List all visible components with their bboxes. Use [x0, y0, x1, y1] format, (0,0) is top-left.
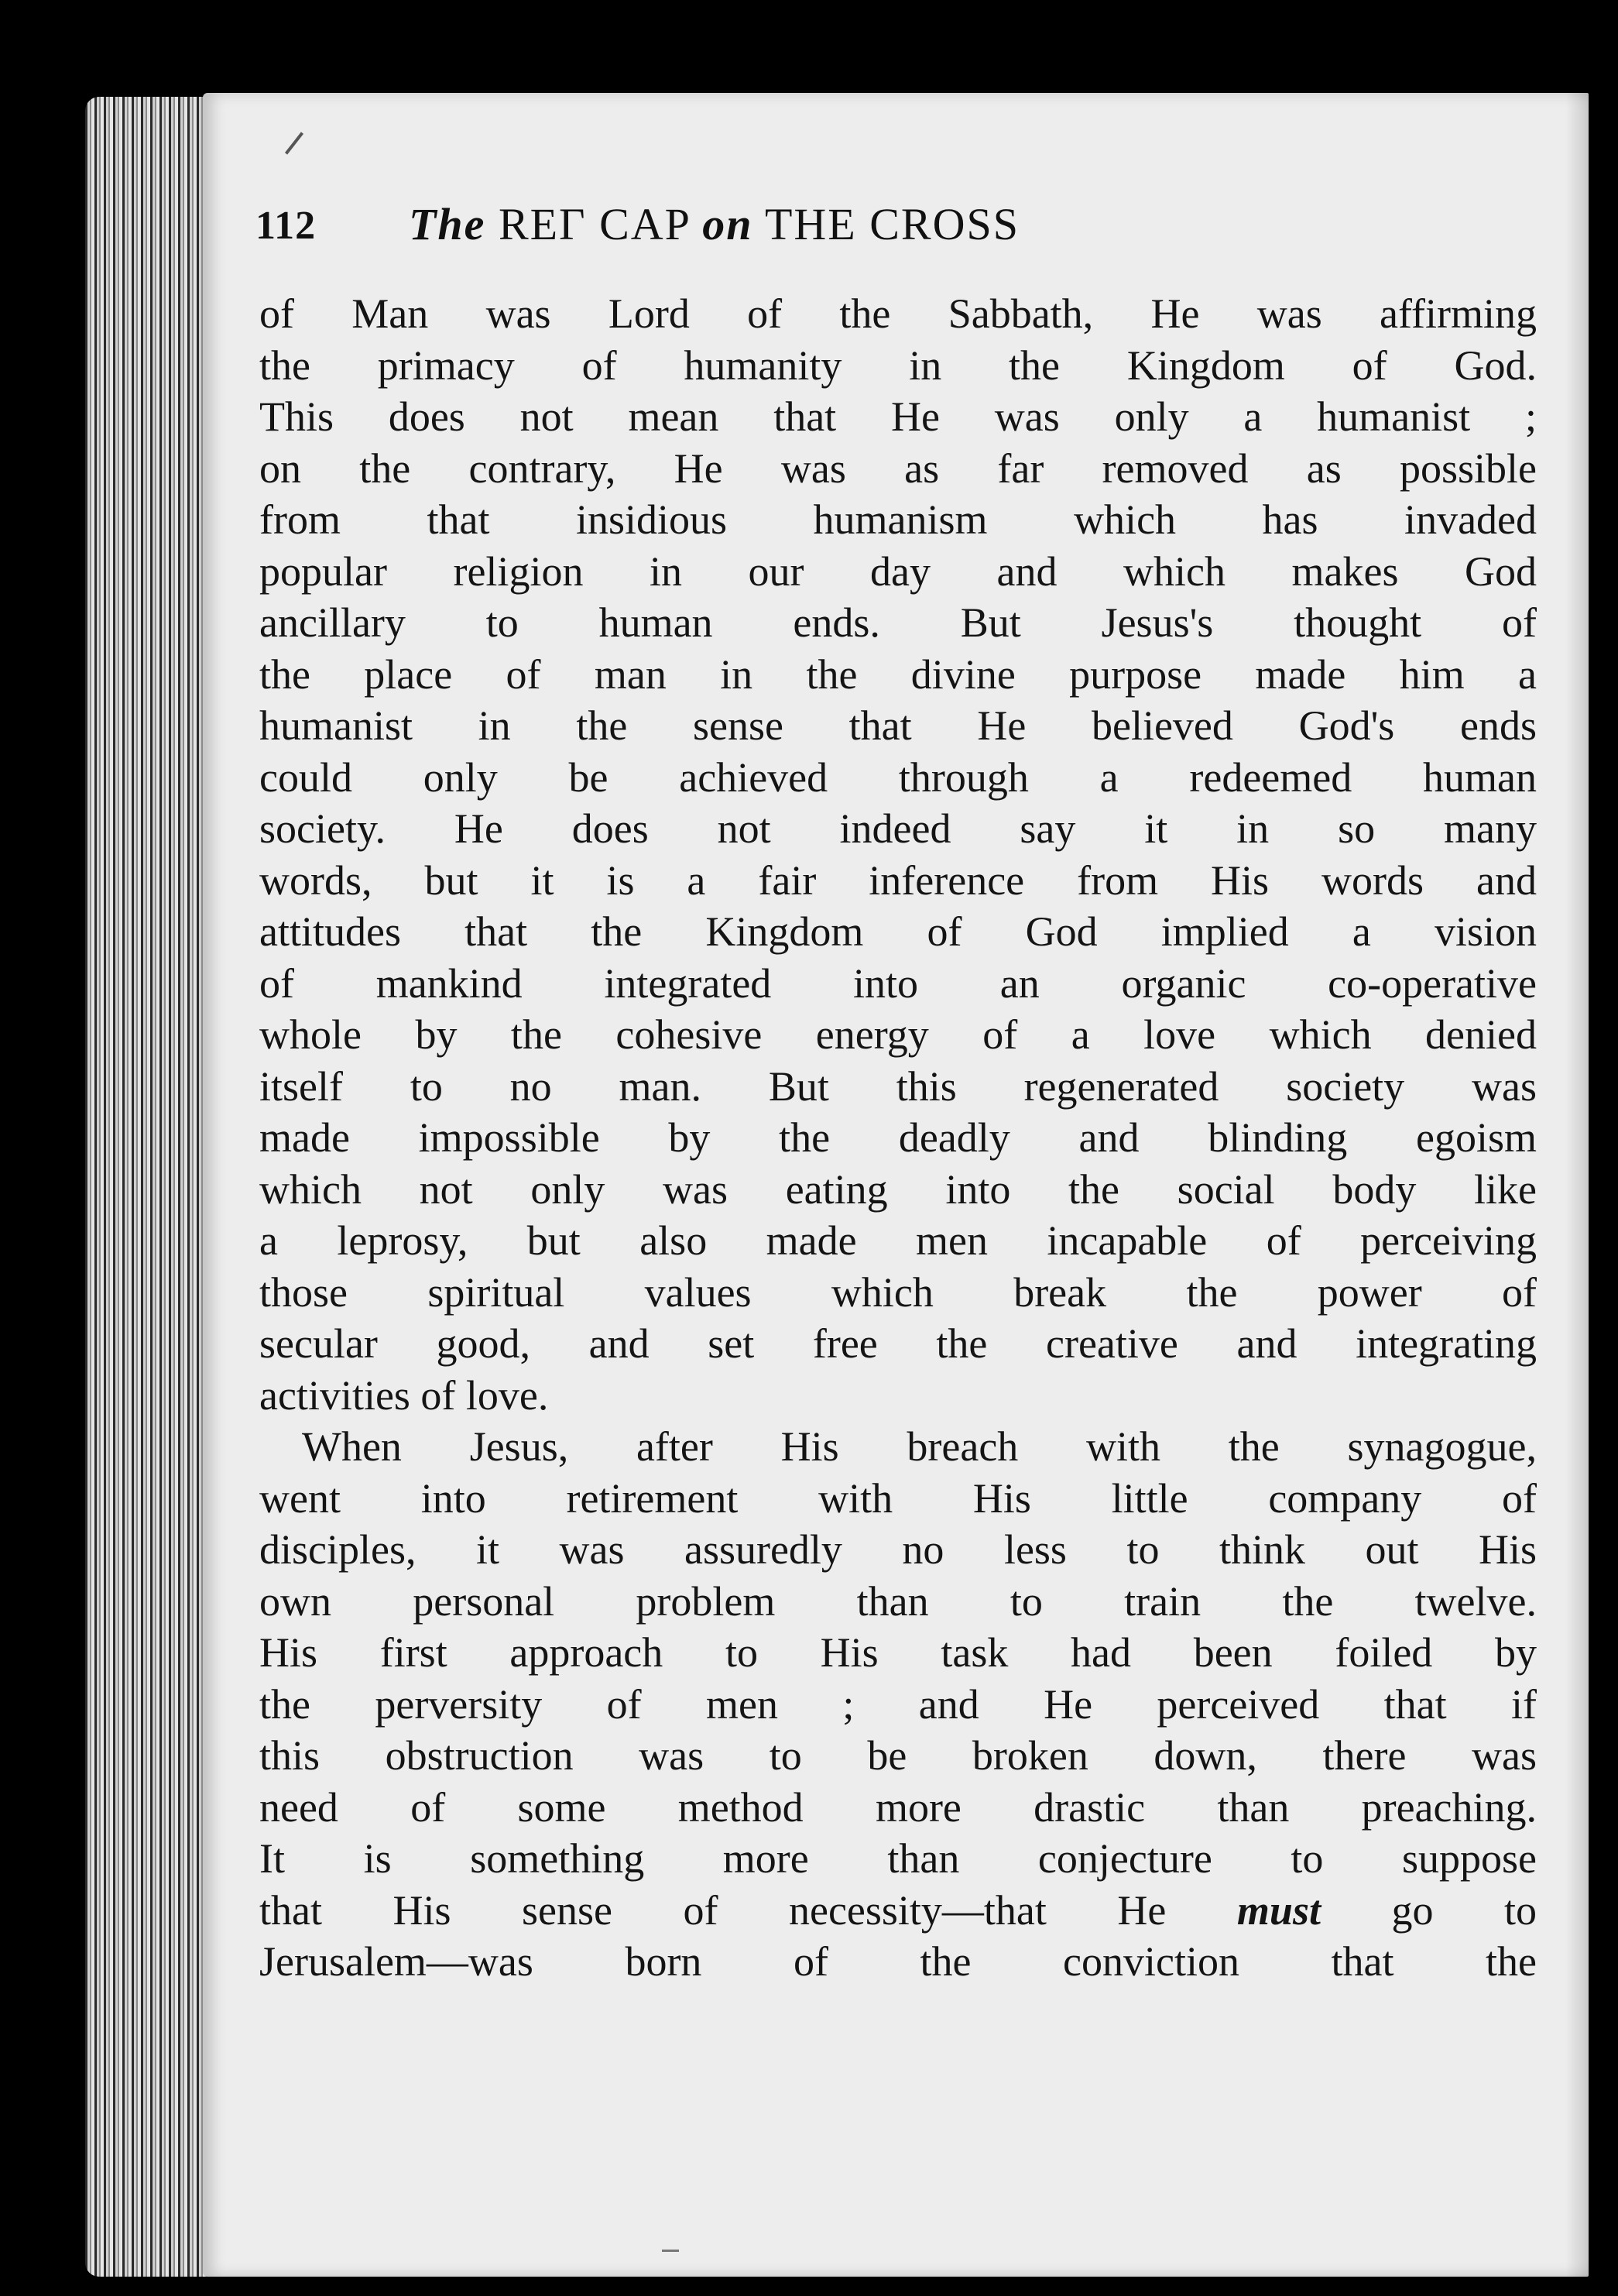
- text-line: secular good, and set free the creative and integrating: [259, 1320, 1537, 1367]
- text-line: which not only was eating into the social body like: [259, 1165, 1537, 1213]
- page-number: 112: [255, 204, 317, 248]
- text-line: could only be achieved through a redeemed human: [259, 753, 1537, 801]
- running-title-part-2: THE CROSS: [764, 199, 1020, 249]
- text-line: ancillary to human ends. But Jesus's thought of: [259, 599, 1537, 646]
- text-line: society. He does not indeed say it in so many: [259, 805, 1537, 852]
- text-line: this obstruction was to be broken down, there was: [259, 1732, 1537, 1779]
- running-title-the: The: [409, 199, 486, 249]
- text-line: made impossible by the deadly and blinding egoism: [259, 1114, 1537, 1161]
- body-text: [259, 288, 1537, 1988]
- paragraph-1: [259, 288, 1537, 1421]
- running-title: [409, 198, 1020, 250]
- text-line: need of some method more drastic than preaching.: [259, 1783, 1537, 1831]
- text-line: of mankind integrated into an organic co-operative: [259, 959, 1537, 1007]
- text-line: It is something more than conjecture to suppose: [259, 1835, 1537, 1882]
- page-shadow: [1565, 93, 1589, 2277]
- text-line: the primacy of humanity in the Kingdom of God.: [259, 341, 1537, 389]
- text-line: of Man was Lord of the Sabbath, He was affirming: [259, 290, 1537, 337]
- text-line: the place of man in the divine purpose made him a: [259, 650, 1537, 698]
- text-line: His first approach to His task had been foiled by: [259, 1629, 1537, 1676]
- running-header: [255, 199, 1370, 257]
- text-line: the perversity of men ; and He perceived that if: [259, 1680, 1537, 1728]
- text-line: attitudes that the Kingdom of God implied a vision: [259, 908, 1537, 955]
- text-line: own personal problem than to train the twelve.: [259, 1577, 1537, 1625]
- text-line: whole by the cohesive energy of a love which denied: [259, 1011, 1537, 1058]
- running-title-part-1: REΓ CAP: [498, 199, 690, 249]
- text-line: words, but it is a fair inference from His words and: [259, 856, 1537, 904]
- running-title-on: on: [702, 199, 753, 249]
- text-line: activities of love.: [259, 1371, 549, 1419]
- text-line: those spiritual values which break the power of: [259, 1268, 1537, 1316]
- text-line: Jerusalem—was born of the conviction that the: [259, 1938, 1537, 1985]
- text-line: went into retirement with His little company of: [259, 1474, 1537, 1522]
- text-line-with-emphasis: [259, 1885, 1537, 1937]
- book-page-edges: [85, 97, 221, 2277]
- text-line: on the contrary, He was as far removed as possible: [259, 444, 1537, 492]
- text-line: When Jesus, after His breach with the synagogue,: [302, 1423, 1537, 1470]
- page-mark: [662, 2250, 679, 2252]
- text-line: This does not mean that He was only a humanist ;: [259, 393, 1537, 440]
- text-line: from that insidious humanism which has invaded: [259, 496, 1537, 543]
- emphasized-word: must: [1236, 1886, 1321, 1934]
- text-line: disciples, it was assuredly no less to think out His: [259, 1526, 1537, 1573]
- text-line: humanist in the sense that He believed God's ends: [259, 702, 1537, 749]
- text-line: itself to no man. But this regenerated society was: [259, 1062, 1537, 1110]
- paragraph-2: [259, 1421, 1537, 1988]
- text-line: popular religion in our day and which makes God: [259, 547, 1537, 595]
- text-line: a leprosy, but also made men incapable of perceiving: [259, 1217, 1537, 1264]
- text-fragment: that His sense of necessity—that He: [259, 1886, 1167, 1934]
- text-fragment: go to: [1391, 1886, 1537, 1934]
